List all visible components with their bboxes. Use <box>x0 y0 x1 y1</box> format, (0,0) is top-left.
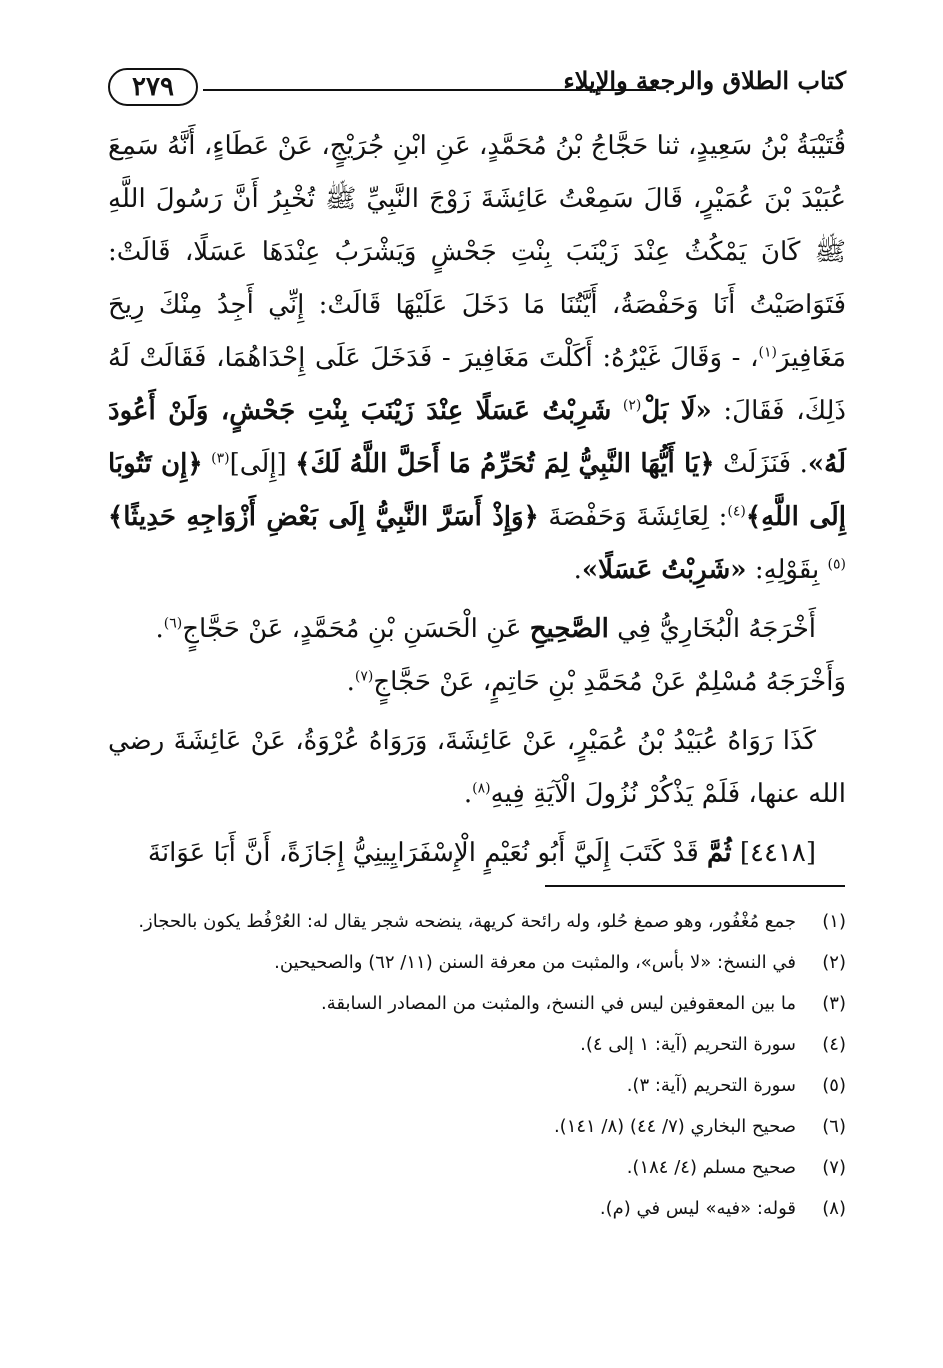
next-hadith-paragraph <box>108 827 846 880</box>
prophet-quote: «شَرِبْتُ عَسَلًا» <box>581 555 747 585</box>
text-run: . <box>463 779 473 809</box>
text-run: . فَنَزَلَتْ <box>723 449 808 479</box>
text-run: ، - وَقَالَ غَيْرُهُ: أَكَلْتَ مَغَافِيرَ - فَدَخَلَ عَلَى إِحْدَاهُمَا، فَقَالَتْ لَهُ ذَلِكَ، فَقَالَ: <box>108 343 847 426</box>
footnote-item <box>108 985 846 1023</box>
footnote-item <box>108 1190 846 1228</box>
footnote-item <box>108 1149 846 1187</box>
quran-verse: ﴿وَإِذْ أَسَرَّ النَّبِيُّ إِلَى بَعْضِ أَزْوَاجِهِ حَدِيثًا﴾ <box>108 502 539 532</box>
footnote-item <box>108 944 846 982</box>
main-text <box>108 120 846 880</box>
footnote-ref: (٤) <box>727 503 746 520</box>
quran-verse: ﴿يَا أَيُّهَا النَّبِيُّ لِمَ تُحَرِّمُ مَا أَحَلَّ اللَّهُ لَكَ﴾ <box>295 449 715 479</box>
text-run: أَخْرَجَهُ الْبُخَارِيُّ فِي <box>617 614 816 644</box>
hadith-number: [٤٤١٨] <box>739 838 816 868</box>
footnotes <box>108 903 846 1231</box>
footnote-number: (٢) <box>822 952 846 973</box>
text-run: بِقَوْلِهِ: <box>754 555 820 585</box>
text-run: كَذَا رَوَاهُ عُبَيْدُ بْنُ عُمَيْرٍ، عَنْ عَائِشَةَ، وَرَوَاهُ عُرْوَةُ، عَنْ عَائِشَةَ رضي الله عنها، فَلَمْ يَذْكُرْ نُزُولَ الْآيَةِ فِيهِ <box>108 726 846 809</box>
footnote-ref: (٣) <box>211 450 230 467</box>
footnote-text: سورة التحريم (آية: ٣). <box>626 1075 796 1096</box>
text-run: قَدْ كَتَبَ إِلَيَّ أَبُو نُعَيْمٍ الْإِسْفَرَايِينِيُّ إِجَازَةً، أَنَّ أَبَا عَوَانَةَ <box>147 838 699 868</box>
quran-verse: ﴿إِن تَتُوبَا إِلَى اللَّهِ﴾ <box>108 449 847 532</box>
footnote-text: ما بين المعقوفين ليس في النسخ، والمثبت من المصادر السابقة. <box>320 993 796 1014</box>
text-run: . <box>346 667 355 697</box>
text-run: [إِلَى] <box>229 449 287 479</box>
hadith-paragraph <box>108 120 846 597</box>
footnote-ref: (٦) <box>163 615 183 632</box>
footnote-text: صحيح البخاري (٧/ ٤٤) (٨/ ١٤١). <box>553 1116 796 1137</box>
footnote-number: (٨) <box>822 1198 846 1219</box>
text-run: . <box>155 614 164 644</box>
footnote-ref: (١) <box>758 344 777 361</box>
footnote-text: قوله: «فيه» ليس في (م). <box>599 1198 796 1219</box>
footnote-number: (٧) <box>822 1157 846 1178</box>
footnote-text: في النسخ: «لا بأس»، والمثبت من معرفة السنن (١١/ ٦٢) والصحيحين. <box>274 952 796 973</box>
footnote-item <box>108 1067 846 1105</box>
footnote-number: (١) <box>822 911 846 932</box>
text-run: عَنِ الْحَسَنِ بْنِ مُحَمَّدٍ، عَنْ حَجَّاجٍ <box>182 614 522 644</box>
book-name: الصَّحِيحِ <box>529 614 609 644</box>
hadith-mark: ثُمَّ <box>707 838 732 868</box>
footnote-number: (٦) <box>822 1116 846 1137</box>
footnote-number: (٣) <box>822 993 846 1014</box>
text-run: قُتَيْبَةُ بْنُ سَعِيدٍ، ثنا حَجَّاجُ بْنُ مُحَمَّدٍ، عَنِ ابْنِ جُرَيْجٍ، عَنْ عَطَاءٍ، أَنَّهُ سَمِعَ عُبَيْدَ بْنَ عُمَيْرٍ، قَالَ سَمِعْتُ عَائِشَةَ زَوْجَ النَّبِيِّ ﷺ تُخْبِرُ أَنَّ رَسُولَ اللَّهِ ﷺ كَانَ يَمْكُثُ عِنْدَ زَيْنَبَ بِنْتِ جَحْشٍ وَيَشْرَبُ عِنْدَهَا عَسَلًا، قَالَتْ: فَتَوَاصَيْتُ أَنَا وَحَفْصَةُ، أَيَّتُنَا مَا دَخَلَ عَلَيْهَا قَالَتْ: إِنِّي أَجِدُ مِنْكَ رِيحَ مَغَافِيرَ <box>108 131 846 373</box>
footnote-number: (٥) <box>822 1075 846 1096</box>
footnote-item <box>108 1108 846 1146</box>
prophet-quote: شَرِبْتُ عَسَلًا عِنْدَ زَيْنَبَ بِنْتِ جَحْشٍ، وَلَنْ أَعُودَ لَهُ» <box>108 396 847 479</box>
page-number: ٢٧٩ <box>108 68 198 106</box>
footnote-ref: (٨) <box>472 780 491 797</box>
comment-paragraph <box>108 715 846 821</box>
footnote-ref: (٧) <box>354 668 374 685</box>
footnote-text: سورة التحريم (آية: ١ إلى ٤). <box>580 1034 796 1055</box>
text-run: . <box>573 555 582 585</box>
footnote-ref: (٥) <box>827 556 846 573</box>
prophet-quote: «لَا بَلْ <box>641 396 712 426</box>
footnote-text: صحيح مسلم (٤/ ١٨٤). <box>626 1157 796 1178</box>
footnote-item <box>108 1026 846 1064</box>
text-run: وَأَخْرَجَهُ مُسْلِمٌ عَنْ مُحَمَّدِ بْنِ حَاتِمٍ، عَنْ حَجَّاجٍ <box>373 667 846 697</box>
footnote-number: (٤) <box>822 1034 846 1055</box>
page-header <box>108 62 846 118</box>
footnote-separator <box>545 885 845 887</box>
takhrij-paragraph <box>108 603 846 709</box>
text-run: : لِعَائِشَةَ وَحَفْصَةَ <box>548 502 728 532</box>
footnote-text: جمع مُغْفُور، وهو صمغ حُلو، وله رائحة كريهة، ينضحه شجر يقال له: العُرْفُط يكون بالحجاز. <box>138 911 796 932</box>
chapter-title: كتاب الطلاق والرجعة والإيلاء <box>563 66 846 95</box>
footnote-item <box>108 903 846 941</box>
footnote-ref: (٢) <box>622 397 642 414</box>
